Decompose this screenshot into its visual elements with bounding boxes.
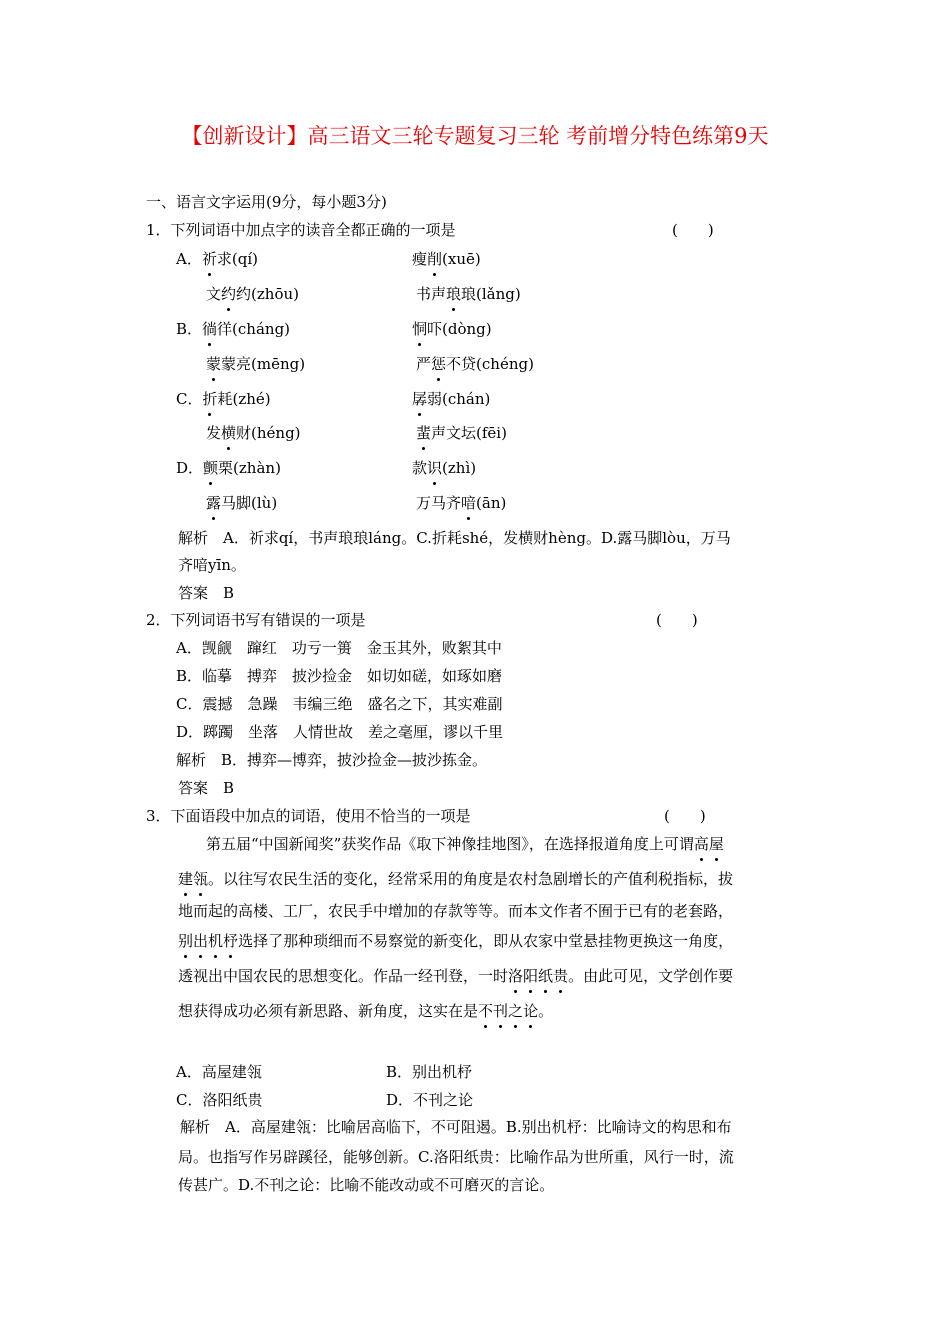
- option-label: D．: [176, 459, 204, 477]
- dotted-char: 折: [202, 387, 217, 411]
- dotted-char: 建: [178, 867, 193, 891]
- dotted-char: 琅: [446, 282, 461, 306]
- dotted-char: 惩: [431, 352, 446, 376]
- q1-analysis-line2: 齐喑yīn。: [178, 556, 246, 574]
- q1-answer: 答案 B: [178, 584, 235, 602]
- q3-passage-line1: 第五届“中国新闻奖”获奖作品《取下神像挂地图》，在选择报道角度上可谓高屋: [206, 832, 724, 856]
- dotted-char: 喑: [461, 491, 476, 515]
- dotted-char: 杼: [223, 929, 238, 953]
- dotted-char: 阳: [523, 964, 538, 988]
- q3-passage-line2: 建瓴。以往写农民生活的变化，经常采用的角度是农村急剧增长的产值利税指标，拔: [178, 867, 733, 891]
- dotted-char: 高: [694, 832, 709, 856]
- q2-stem: 2．下列词语书写有错误的一项是: [146, 611, 366, 629]
- q1-option-c-row1: C．折耗(zhé) 孱弱(chán): [176, 387, 271, 411]
- q1-stem: 1．下列词语中加点字的读音全都正确的一项是: [146, 221, 456, 239]
- q3-passage-line5: 透视出中国农民的思想变化。作品一经刊登，一时洛阳纸贵。由此可见，文学创作要: [178, 964, 733, 988]
- dotted-char: 别: [178, 929, 193, 953]
- option-label: C．: [176, 390, 203, 408]
- dotted-char: 削: [427, 247, 442, 271]
- dotted-char: 识: [427, 456, 442, 480]
- q2-option-a: A．觊觎 蹿红 功亏一篑 金玉其外，败絮其中: [176, 639, 502, 657]
- q1-option-d-row1: D．颤栗(zhàn) 款识(zhì): [176, 456, 281, 480]
- dotted-char: 之: [508, 999, 523, 1023]
- dotted-char: 约: [221, 282, 236, 306]
- dotted-char: 屋: [709, 832, 724, 856]
- q3-stem: 3．下面语段中加点的词语，使用不恰当的一项是: [146, 807, 471, 825]
- option-label: A．: [176, 250, 202, 268]
- dotted-char: 论: [523, 999, 538, 1023]
- dotted-char: 横: [221, 421, 236, 445]
- q2-option-c: C．震撼 急躁 韦编三绝 盛名之下，其实难副: [176, 695, 503, 713]
- q3-option-b: B．别出机杼: [386, 1063, 473, 1081]
- q1-option-c-row2: 发横财(héng) 蜚声文坛(fēi): [206, 421, 301, 445]
- dotted-char: 纸: [538, 964, 553, 988]
- q1-option-b-row2: 蒙蒙亮(mēng) 严惩不贷(chéng): [206, 352, 305, 376]
- dotted-char: 祈: [202, 247, 217, 271]
- q2-option-b: B．临摹 搏弈 披沙捡金 如切如磋，如琢如磨: [176, 667, 503, 685]
- q2-analysis: 解析 B．搏弈—博弈，披沙捡金—披沙拣金。: [176, 751, 488, 769]
- q3-option-d: D．不刊之论: [386, 1091, 474, 1109]
- q3-passage-line4: 别出机杼选择了那种琐细而不易察觉的新变化，即从农家中堂悬挂物更换这一角度，: [178, 929, 733, 953]
- dotted-char: 不: [478, 999, 493, 1023]
- q1-option-a-row1: A．祈求(qí) 瘦削(xuē): [176, 247, 258, 271]
- q2-option-d: D．踯躅 坐落 人情世故 差之毫厘，谬以千里: [176, 723, 504, 741]
- dotted-char: 蒙: [206, 352, 221, 376]
- dotted-char: 徜: [202, 317, 217, 341]
- dotted-char: 刊: [493, 999, 508, 1023]
- section-heading: 一、语言文字运用(9分，每小题3分): [146, 193, 387, 211]
- dotted-char: 孱: [412, 387, 427, 411]
- q1-option-d-row2: 露马脚(lù) 万马齐喑(ān): [206, 491, 277, 515]
- dotted-char: 机: [208, 929, 223, 953]
- q1-analysis-line1: 解析 A．祈求qí，书声琅琅láng。C.折耗shé，发横财hèng。D.露马脚lòu，万马: [178, 529, 731, 547]
- dotted-char: 瓴: [193, 867, 208, 891]
- dotted-char: 露: [206, 491, 221, 515]
- q1-option-a-row2: 文约约(zhōu) 书声琅琅(lǎng): [206, 282, 299, 306]
- dotted-char: 贵: [553, 964, 568, 988]
- dotted-char: 恫: [412, 317, 427, 341]
- q2-answer-paren: ( ): [656, 611, 698, 629]
- q3-passage-line6: 想获得成功必须有新思路、新角度，这实在是不刊之论。: [178, 999, 553, 1023]
- q3-passage-line3: 地而起的高楼、工厂，农民手中增加的存款等等。而本文作者不囿于已有的老套路，: [178, 902, 734, 920]
- q3-analysis-line1: 解析 A．高屋建瓴：比喻居高临下，不可阻遏。B.别出机杼：比喻诗文的构思和布: [180, 1118, 732, 1136]
- q3-answer-paren: ( ): [664, 807, 706, 825]
- q3-analysis-line3: 传甚广。D.不刊之论：比喻不能改动或不可磨灭的言论。: [178, 1176, 555, 1194]
- q3-analysis-line2: 局。也指写作另辟蹊径，能够创新。C.洛阳纸贵：比喻作品为世所重，风行一时，流: [178, 1148, 734, 1166]
- q2-answer: 答案 B: [178, 779, 235, 797]
- dotted-char: 颤: [203, 456, 218, 480]
- dotted-char: 洛: [508, 964, 523, 988]
- dotted-char: 蜚: [416, 421, 431, 445]
- q1-answer-paren: ( ): [672, 221, 714, 239]
- q3-option-a: A．高屋建瓴: [176, 1063, 262, 1081]
- q3-option-c: C．洛阳纸贵: [176, 1091, 263, 1109]
- dotted-char: 出: [193, 929, 208, 953]
- page-title: 【创新设计】高三语文三轮专题复习三轮 考前增分特色练第9天: [181, 124, 769, 148]
- q1-option-b-row1: B．徜徉(cháng) 恫吓(dòng): [176, 317, 290, 341]
- option-label: B．: [176, 320, 203, 338]
